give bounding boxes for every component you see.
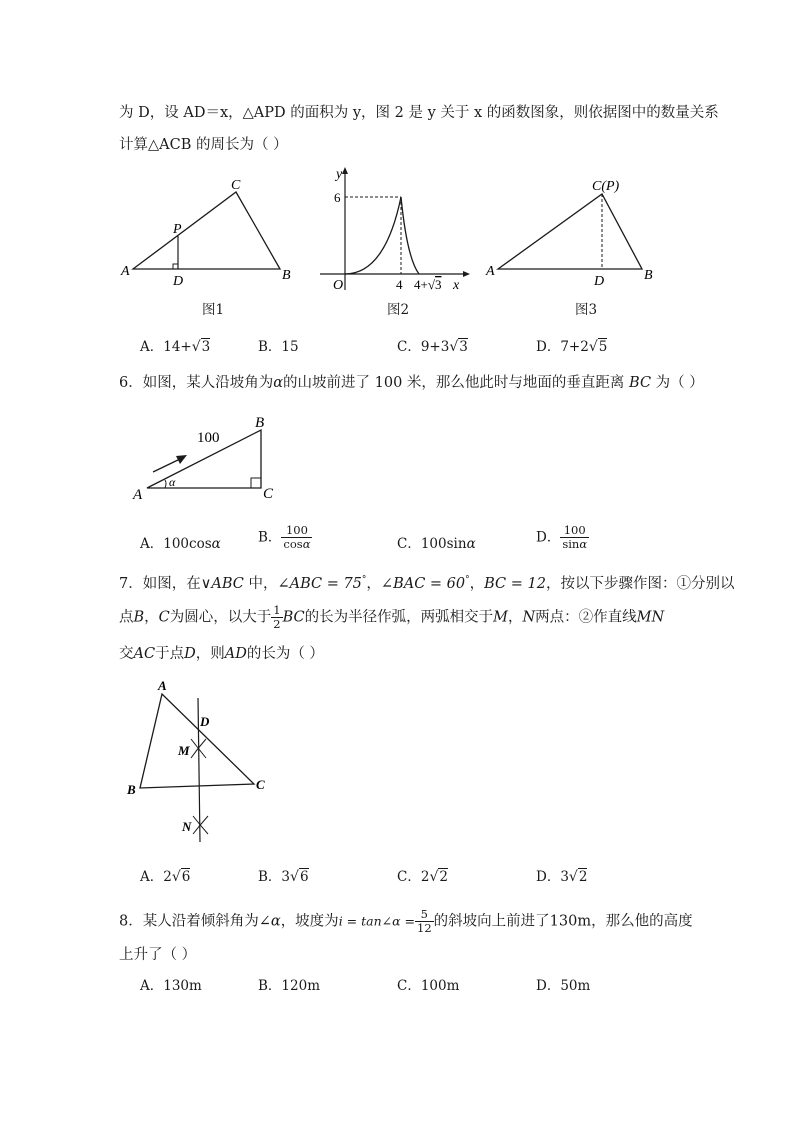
fig1-label-c: C [231,178,241,193]
fig3-label-b: B [644,268,653,283]
fig1-label-b: B [282,268,291,283]
fig1-label-d: D [173,274,184,289]
q6-label-a: A [133,487,143,503]
q6-question-text: 6．如图，某人沿坡角为α的山坡前进了 100 米，那么他此时与地面的垂直距离 BC 为（ ） [119,375,704,391]
fig2-x-tick-4: 4 [396,277,403,292]
q7-label-a: A [158,678,167,693]
q6-label-c: C [263,486,274,502]
q5-figure-3 [480,172,665,292]
q7-label-b: B [127,782,136,797]
q6-option-c[interactable]: C．100sinα [397,536,476,552]
q8-option-d[interactable]: D．50m [536,978,591,994]
q7-label-m: M [178,743,190,758]
q6-option-a[interactable]: A．100cosα [140,536,221,552]
q5-figure-2 [315,162,475,297]
q5-fig3-caption: 图3 [575,302,598,318]
q8-option-c[interactable]: C．100m [397,978,460,994]
q6-figure [125,410,285,510]
fig1-label-a: A [121,264,130,279]
q7-text-line3: 交AC于点D，则AD的长为（ ） [119,646,324,662]
fig3-label-a: A [486,264,495,279]
fig2-y-axis-label: y [336,167,343,182]
q6-label-b: B [255,415,265,431]
fig3-label-c: C(P) [592,179,620,194]
fig2-origin-label: O [333,278,344,293]
q7-figure [120,672,280,852]
q7-option-b[interactable]: B．3√6 [258,869,309,885]
q7-option-d[interactable]: D．3√2 [536,869,588,885]
fig2-y-tick: 6 [334,190,341,205]
q5-option-a[interactable]: A．14+√3 [140,339,211,355]
q5-fig2-caption: 图2 [387,302,410,318]
q8-option-b[interactable]: B．120m [258,978,320,994]
q6-label-alpha: α [169,475,176,489]
fig1-label-p: P [173,222,182,237]
q8-text-line2: 上升了（ ） [119,947,197,963]
q7-label-c: C [256,777,265,792]
q7-option-c[interactable]: C．2√2 [397,869,448,885]
q6-option-d[interactable]: D． $\frac{100}{\sin\alpha}$ [536,523,588,551]
q5-figure-1 [115,172,300,292]
q5-option-d[interactable]: D．7+2√5 [536,339,608,355]
q7-text-line1: 7．如图，在∨ABC 中，∠ABC = 75°，∠BAC = 60°，BC = 12，按以下步骤作图：①分别以 [119,575,735,592]
q7-label-n: N [182,819,192,834]
q7-label-d: D [200,714,210,729]
fig3-label-d: D [594,274,605,289]
q8-option-a[interactable]: A．130m [140,978,202,994]
q7-option-a[interactable]: A．2√6 [140,869,191,885]
q8-text-line1: 8．某人沿着倾斜角为∠α，坡度为i = tan∠α = $\frac{5}{12}$ 的斜坡向上前进了130m，那么他的高度 [119,907,693,935]
q5-text-line1: 为 D，设 AD＝x，△APD 的面积为 y，图 2 是 y 关于 x 的函数图象，则依据图中的数量关系 [119,105,719,121]
q5-text-line2: 计算△ACB 的周长为（ ） [119,137,288,153]
fig2-x-axis-label: x [453,278,460,293]
q5-option-b[interactable]: B．15 [258,339,299,355]
q6-length-label: 100 [197,430,220,446]
q5-fig1-caption: 图1 [202,302,225,318]
q5-option-c[interactable]: C．9+3√3 [397,339,468,355]
q7-text-line2: 点B，C为圆心，以大于 $\frac{1}{2}$ BC的长为半径作弧，两弧相交于M，N两点：②作直线MN [119,603,665,631]
fig2-x-tick-4-plus-root3: 4+√3 [414,277,442,292]
q6-option-b[interactable]: B． $\frac{100}{\cos\alpha}$ [258,523,311,551]
